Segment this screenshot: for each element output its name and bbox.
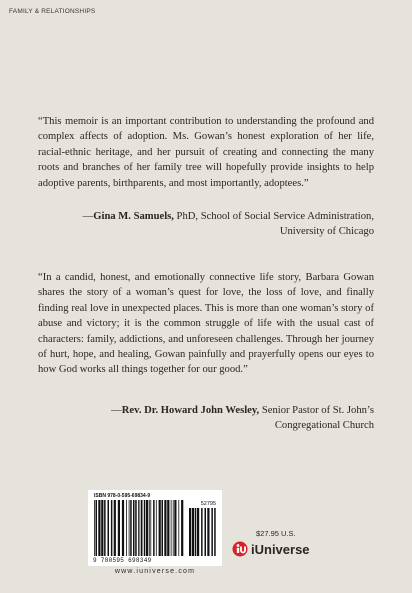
website-url: www.iuniverse.com [114,568,196,575]
price-code: 52795 [200,501,216,507]
barcode-bar [135,500,137,556]
barcode-bar [156,500,157,556]
barcode-bar [162,500,164,556]
barcode-bar [174,500,176,556]
barcode-bar [129,500,130,556]
attribution-affiliation: PhD, School of Social Service Administration, [173,211,374,222]
barcode-bar [207,508,209,556]
isbn-label: ISBN 978-0-595-69834-9 [94,493,151,499]
barcode-bar [108,500,110,556]
barcode-bar [159,500,161,556]
barcode-bar [192,508,194,556]
barcode-bar [144,500,146,556]
barcode-bar [101,500,103,556]
attribution-affiliation-line2: University of Chicago [279,226,374,238]
attribution-dash: — [82,211,94,222]
attribution-affiliation-line2: Congregational Church [274,420,374,432]
category-label: FAMILY & RELATIONSHIPS [9,8,96,15]
barcode-bar [130,500,132,556]
barcode-bar [211,508,213,556]
attribution-name: Gina M. Samuels, [93,211,174,222]
barcode-bar [114,500,116,556]
barcode-bar [104,500,106,556]
attribution-2 [74,403,374,434]
quote-2: “In a candid, honest, and emotionally connective life story, Barbara Gowan shares the story of a woman’s quest for love, the loss of love, and finally finding real love in unexpected places. This is more than one woman’s story of abuse and victory; it is the common struggle of life with the usual cast of characters: family, addictions, and unforeseen challenges. Through her journey of hurt, hope, and healing, Gowan painfully and prayerfully opens our eyes to how God works all things together for our good.” [38,272,374,376]
barcode-bar [118,500,120,556]
barcode-digits: 9 780595 698349 [93,557,152,564]
barcode-bar [171,500,172,556]
barcode-bar [178,500,179,556]
barcode-bar [98,500,100,556]
attribution-affiliation: Senior Pastor of St. John’s [259,405,374,416]
publisher-name: iUniverse [251,541,310,557]
barcode-bar [173,500,174,556]
barcode-bar [94,500,95,556]
attribution-1 [74,209,374,240]
barcode-bar [96,500,98,556]
barcode [88,490,222,566]
barcode-bar [205,508,207,556]
barcode-bar [140,500,141,556]
barcode-bar [122,500,124,556]
barcode-bar [126,500,127,556]
barcode-bar [189,508,191,556]
barcode-bar [195,508,197,556]
barcode-bar [133,500,135,556]
barcode-bar [214,508,216,556]
barcode-bar [201,508,203,556]
barcode-bar [164,500,166,556]
publisher-logo [232,541,310,557]
barcode-bar [149,500,150,556]
barcode-bar [181,500,183,556]
barcode-bar [111,500,113,556]
quote-1: “This memoir is an important contribution to understanding the profound and complex affects of adoption. Ms. Gowan’s honest exploration of her life, racial-ethnic heritage, and her pursuit of creating and connecting the many roots and branches of her family tree will hopefully provide insights to help adoptive parents, birthparents, and most importantly, adoptees.” [38,116,374,189]
attribution-name: Rev. Dr. Howard John Wesley, [121,405,260,416]
barcode-bar [153,500,155,556]
barcode-bar [197,508,199,556]
price-barcode-bars [189,508,217,556]
barcode-bar [150,500,151,556]
attribution-dash: — [111,405,122,416]
iuniverse-logo-icon [232,541,248,557]
barcode-bar [141,500,143,556]
barcode-bars [94,500,186,556]
price-label: $27.95 U.S. [256,529,296,538]
barcode-bar [146,500,148,556]
barcode-bar [167,500,169,556]
barcode-bar [138,500,139,556]
